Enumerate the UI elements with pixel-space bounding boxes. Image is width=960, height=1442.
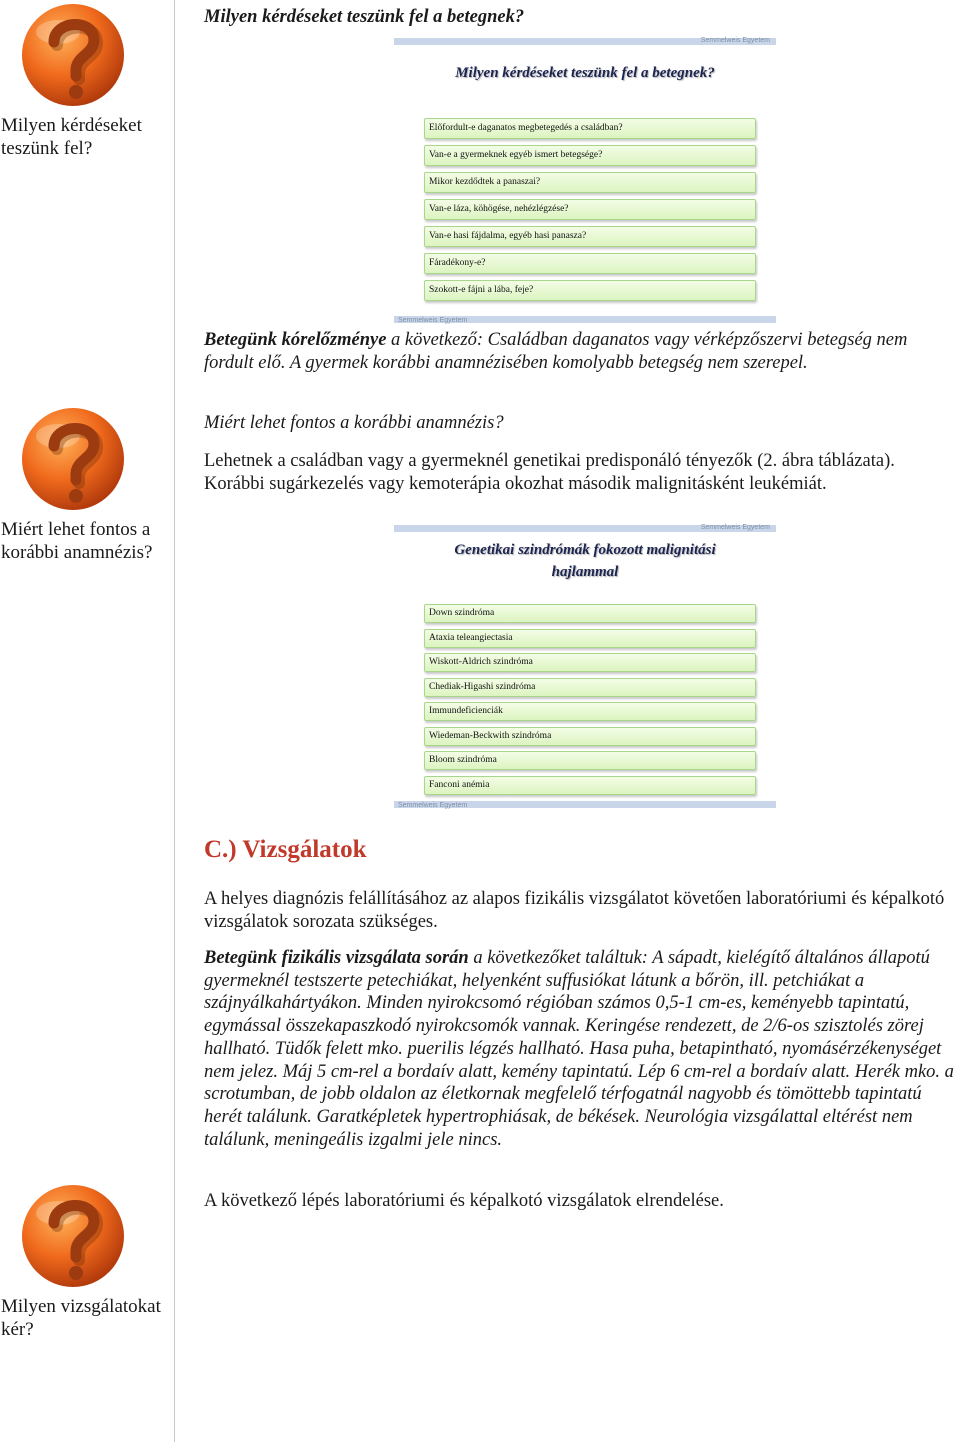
list-item: Wiedeman-Beckwith szindróma: [424, 727, 756, 746]
slide-footer: Semmelweis Egyetem: [398, 802, 468, 809]
slide-question-list: [424, 118, 756, 307]
slide-header-bar: [394, 525, 776, 532]
list-item: Van-e láza, köhögése, nehézlégzése?: [424, 199, 756, 220]
list-item: Ataxia teleangiectasia: [424, 629, 756, 648]
list-item: Fáradékony-e?: [424, 253, 756, 274]
list-item: Bloom szindróma: [424, 751, 756, 770]
list-item: Chediak-Higashi szindróma: [424, 678, 756, 697]
question-mark-icon: [20, 406, 126, 512]
physical-exam-lead: Betegünk fizikális vizsgálata során: [204, 948, 469, 968]
anamnesis-answer: Lehetnek a családban vagy a gyermeknél genetikai predisponáló tényezők (2. ábra táblázata). Korábbi sugárkezelés vagy kemoterápia okozhat második malignitásként leukémiát.: [204, 451, 895, 494]
column-divider: [174, 0, 175, 1442]
sidebar-label-questions: Milyen kérdéseket teszünk fel?: [1, 115, 142, 159]
history-paragraph: [204, 329, 956, 374]
section-question-heading: Milyen kérdéseket teszünk fel a betegnek?: [204, 7, 525, 27]
slide-footer-bar: [394, 801, 776, 808]
physical-exam-paragraph: [204, 947, 956, 1151]
sidebar-label-anamnesis: Miért lehet fontos a korábbi anamnézis?: [1, 519, 153, 563]
list-item: Szokott-e fájni a lába, feje?: [424, 280, 756, 301]
list-item: Fanconi anémia: [424, 776, 756, 795]
slide-title: Milyen kérdéseket teszünk fel a betegnek?: [455, 65, 715, 81]
question-mark-icon: [20, 1183, 126, 1289]
history-text: a következő: Családban daganatos vagy vérképzőszervi betegség nem fordult elő. A gyermek korábbi anamnézisében komolyabb betegség nem szerepel.: [204, 330, 908, 373]
next-step-paragraph: A következő lépés laboratóriumi és képalkotó vizsgálatok elrendelése.: [204, 1191, 724, 1211]
section-heading-vizsgalatok: C.) Vizsgálatok: [204, 836, 367, 863]
history-lead: Betegünk kórelőzménye: [204, 330, 387, 350]
anamnesis-question: Miért lehet fontos a korábbi anamnézis?: [204, 413, 504, 433]
slide-brand: Semmelweis Egyetem: [700, 524, 770, 531]
sidebar-label-exams: Milyen vizsgálatokat kér?: [1, 1296, 161, 1340]
list-item: Down szindróma: [424, 604, 756, 623]
slide-footer: Semmelweis Egyetem: [398, 317, 468, 324]
slide-syndrome-list: [424, 604, 756, 800]
list-item: Van-e hasi fájdalma, egyéb hasi panasza?: [424, 226, 756, 247]
list-item: Előfordult-e daganatos megbetegedés a családban?: [424, 118, 756, 139]
list-item: Van-e a gyermeknek egyéb ismert betegsége?: [424, 145, 756, 166]
slide-title-line2: hajlammal: [551, 564, 619, 580]
slide-genetic-syndromes: [394, 525, 776, 812]
slide-header-bar: [394, 38, 776, 45]
list-item: Immundeficienciák: [424, 702, 756, 721]
list-item: Mikor kezdődtek a panaszai?: [424, 172, 756, 193]
physical-exam-text: a következőket találtuk: A sápadt, kielégítő általános állapotú gyermeknél testszerte petechiákat, helyenként suffusiókat látunk a bőrön, ill. petchiákat a szájnyálkahártyákon. Minden nyirokcsomó régióban számos 0,5-1 cm-es, keményebb tapintatú, egymással összekapaszkodó nyirokcsomók vannak. Keringése rendezett, de 2/6-os szisztolés zörej hallható. Tüdők felett mko. puerilis légzés hallható. Hasa puha, betapintható, nyomásérzékenységet nem jelez. Máj 5 cm-rel a bordaív alatt, kemény tapintatú. Lép 6 cm-rel a bordaív alatt. Herék mko. a scrotumban, de jobb oldalon az életkornak megfelelő térfogatnál nagyobb és tömöttebb tapintatú herét találunk. Garatképletek hypertrophiásak, de békések. Neurológia vizsgálattal eltérést nem találunk, meningeális izgalmi jele nincs.: [204, 948, 954, 1150]
slide-questions: [394, 38, 776, 324]
slide-footer-bar: [394, 316, 776, 323]
exams-intro: A helyes diagnózis felállításához az alapos fizikális vizsgálatot követően laboratóriumi és képalkotó vizsgálatok sorozata szükséges.: [204, 889, 945, 932]
slide-brand: Semmelweis Egyetem: [700, 37, 770, 44]
list-item: Wiskott-Aldrich szindróma: [424, 653, 756, 672]
slide-title-line1: Genetikai szindrómák fokozott malignitási: [454, 542, 716, 558]
question-mark-icon: [20, 2, 126, 108]
